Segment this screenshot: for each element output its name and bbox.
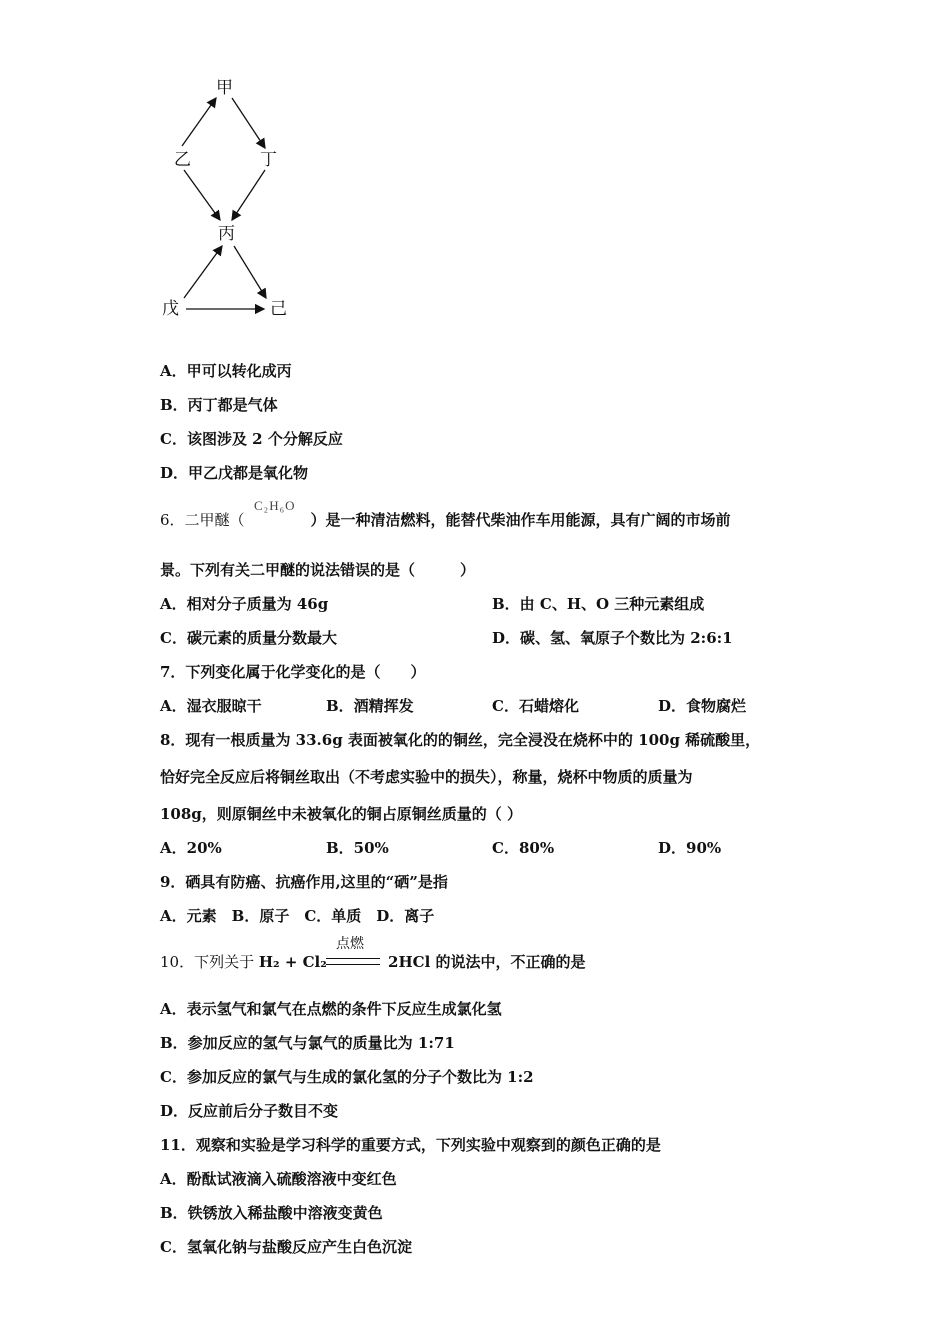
q8-stem-line2: 恰好完全反应后将铜丝取出（不考虑实验中的损失），称量，烧杯中物质的质量为 xyxy=(160,768,693,786)
q10-option-d: D．反应前后分子数目不变 xyxy=(160,1102,339,1120)
node-wu: 戊 xyxy=(162,299,179,319)
diagram-arrows xyxy=(150,70,300,330)
q9-options: A．元素 B．原子 C．单质 D．离子 xyxy=(160,907,435,925)
q6-formula: C₂H₆O xyxy=(254,498,296,513)
q6-stem-part1: 6．二甲醚（ xyxy=(160,511,245,529)
q10-lead: 10．下列关于 xyxy=(160,953,259,971)
q8-option-a: A．20% xyxy=(160,839,222,857)
q8-option-b: B．50% xyxy=(326,839,389,857)
q9-stem: 9．硒具有防癌、抗癌作用,这里的“硒”是指 xyxy=(160,873,448,891)
q10-option-c: C．参加反应的氯气与生成的氯化氢的分子个数比为 1:2 xyxy=(160,1068,534,1086)
relationship-diagram xyxy=(150,70,300,330)
q5-option-d: D．甲乙戊都是氧化物 xyxy=(160,464,309,482)
q8-option-c: C．80% xyxy=(492,839,555,857)
q11-option-b: B．铁锈放入稀盐酸中溶液变黄色 xyxy=(160,1204,383,1222)
q11-option-a: A．酚酞试液滴入硫酸溶液中变红色 xyxy=(160,1170,397,1188)
node-ding: 丁 xyxy=(260,150,277,170)
q10-option-a: A．表示氢气和氯气在点燃的条件下反应生成氯化氢 xyxy=(160,1000,502,1018)
q6-stem-line2: 景。下列有关二甲醚的说法错误的是（ ） xyxy=(160,561,476,579)
q6-stem-line1 xyxy=(160,510,731,530)
q10-reactants: H₂ + Cl₂ xyxy=(258,953,333,971)
q6-option-b: B．由 C、H、O 三种元素组成 xyxy=(492,595,705,613)
arrow-bing-to-ji xyxy=(234,246,266,298)
arrow-wu-to-bing xyxy=(184,246,222,298)
q7-option-a: A．湿衣服晾干 xyxy=(160,697,262,715)
q7-stem: 7．下列变化属于化学变化的是（ ） xyxy=(160,663,426,681)
q7-option-c: C．石蜡熔化 xyxy=(492,697,579,715)
q7-option-b: B．酒精挥发 xyxy=(326,697,414,715)
node-bing: 丙 xyxy=(218,224,235,244)
q7-option-d: D．食物腐烂 xyxy=(658,697,747,715)
arrow-yi-to-bing xyxy=(184,170,220,220)
q8-stem-line3: 108g，则原铜丝中未被氧化的铜占原铜丝质量的（ ） xyxy=(160,805,523,823)
arrow-yi-to-jia xyxy=(182,98,216,146)
q8-option-d: D．90% xyxy=(658,839,722,857)
q6-option-d: D．碳、氢、氧原子个数比为 2:6:1 xyxy=(492,629,733,647)
q10-option-b: B．参加反应的氢气与氯气的质量比为 1:71 xyxy=(160,1034,455,1052)
q5-option-a: A．甲可以转化成丙 xyxy=(160,362,292,380)
q10-condition: 点燃 xyxy=(336,936,364,952)
arrow-jia-to-ding xyxy=(232,98,265,148)
q10-product-tail: 2HCl 的说法中，不正确的是 xyxy=(388,953,586,971)
q5-option-b: B．丙丁都是气体 xyxy=(160,396,278,414)
q11-stem: 11．观察和实验是学习科学的重要方式，下列实验中观察到的颜色正确的是 xyxy=(160,1136,661,1154)
q8-stem-line1: 8．现有一根质量为 33.6g 表面被氧化的的铜丝，完全浸没在烧杯中的 100g 稀硫酸里， xyxy=(160,731,761,749)
arrow-ding-to-bing xyxy=(232,170,265,220)
q11-option-c: C．氢氧化钠与盐酸反应产生白色沉淀 xyxy=(160,1238,412,1256)
q6-option-a: A．相对分子质量为 46g xyxy=(160,595,329,613)
q6-option-c: C．碳元素的质量分数最大 xyxy=(160,629,337,647)
node-ji: 己 xyxy=(270,299,287,319)
q5-option-c: C．该图涉及 2 个分解反应 xyxy=(160,430,343,448)
node-yi: 乙 xyxy=(174,150,191,170)
q10-equals-sign xyxy=(326,958,380,965)
node-jia: 甲 xyxy=(216,78,233,98)
q6-stem-part2: ）是一种清洁燃料，能替代柴油作车用能源，具有广阔的市场前 xyxy=(310,511,731,529)
